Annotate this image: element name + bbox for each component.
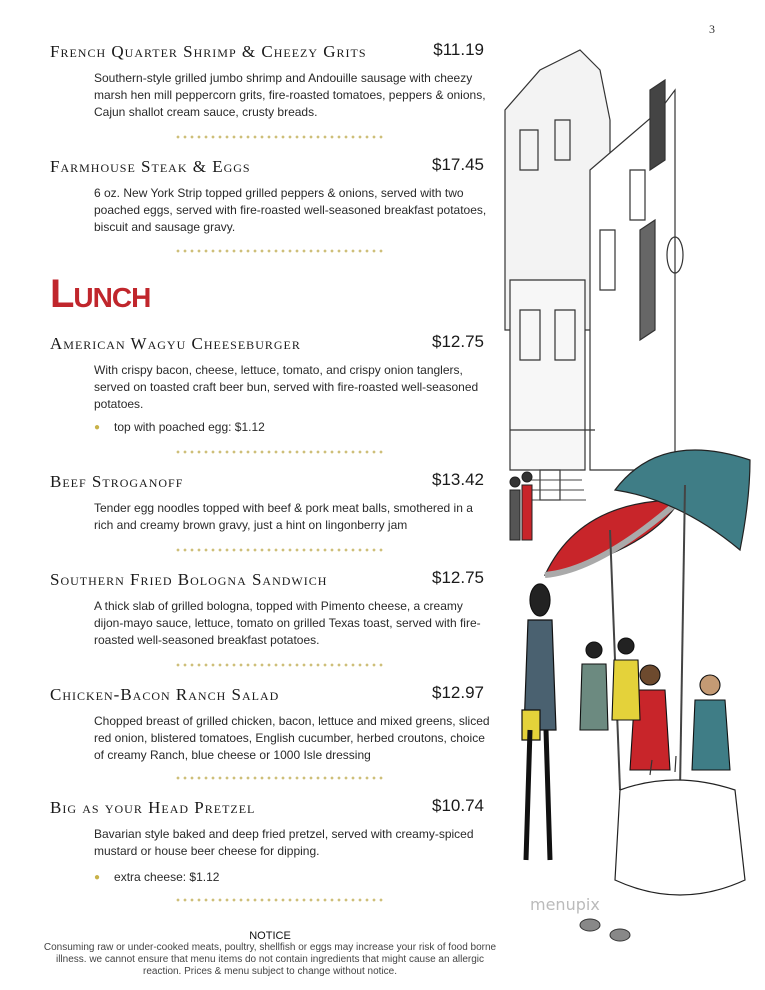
divider bbox=[175, 248, 385, 254]
bullet-icon: ● bbox=[94, 422, 101, 433]
item-name: Chicken-Bacon Ranch Salad bbox=[50, 685, 280, 704]
divider bbox=[175, 547, 385, 553]
street-cafe-illustration bbox=[500, 30, 760, 990]
item-name: American Wagyu Cheeseburger bbox=[50, 334, 301, 353]
item-name: Beef Stroganoff bbox=[50, 472, 184, 491]
stairs bbox=[530, 470, 586, 500]
notice-title: NOTICE bbox=[249, 930, 291, 942]
section-heading-lunch: Lunch bbox=[50, 272, 151, 316]
item-price: $10.74 bbox=[432, 796, 484, 815]
pedestrian-couple bbox=[510, 472, 532, 540]
notice-text: Consuming raw or under-cooked meats, poultry, shellfish or eggs may increase your risk of food borne illness. we cannot ensure that menu items do not contain ingredients that might cause an allergic reaction. Prices & menu subject to change without notice. bbox=[43, 942, 497, 977]
notice-block bbox=[40, 930, 500, 978]
item-description: 6 oz. New York Strip topped grilled peppers & onions, served with two poached eggs, served with fire-roasted well-seasoned breakfast potatoes, biscuit and sausage gravy. bbox=[94, 186, 487, 234]
item-description: Southern-style grilled jumbo shrimp and Andouille sausage with cheezy marsh hen mill peppercorn grits, fire-roasted tomatoes, peppers & onions, Cajun shallot cream sauce, crusty breads. bbox=[94, 71, 486, 119]
divider bbox=[175, 662, 385, 668]
divider bbox=[175, 775, 385, 781]
item-price: $12.97 bbox=[432, 683, 484, 702]
addon-label: top with poached egg: $1.12 bbox=[114, 420, 265, 434]
item-name: Farmhouse Steak & Eggs bbox=[50, 157, 251, 176]
addon-option bbox=[94, 420, 265, 434]
item-name: French Quarter Shrimp & Cheezy Grits bbox=[50, 42, 367, 61]
item-description: A thick slab of grilled bologna, topped with Pimento cheese, a creamy dijon-mayo sauce, lettuce, tomato on grilled Texas toast, served with fire-roasted well-seasoned breakfast potatoes. bbox=[94, 599, 481, 647]
item-description: Tender egg noodles topped with beef & pork meat balls, smothered in a rich and creamy brown gravy, just a hint on lingonberry jam bbox=[94, 501, 473, 532]
divider bbox=[175, 134, 385, 140]
item-price: $11.19 bbox=[433, 40, 484, 59]
divider bbox=[175, 897, 385, 903]
item-description: Bavarian style baked and deep fried pretzel, served with creamy-spiced mustard or house beer cheese for dipping. bbox=[94, 827, 474, 858]
watermark: menupix bbox=[530, 895, 600, 914]
addon-option bbox=[94, 870, 219, 884]
item-name: Southern Fried Bologna Sandwich bbox=[50, 570, 328, 589]
item-price: $12.75 bbox=[432, 332, 484, 351]
buildings bbox=[505, 50, 683, 500]
addon-label: extra cheese: $1.12 bbox=[114, 870, 220, 884]
item-price: $17.45 bbox=[432, 155, 484, 174]
item-price: $13.42 bbox=[432, 470, 484, 489]
item-description: Chopped breast of grilled chicken, bacon, lettuce and mixed greens, sliced red onion, blistered tomatoes, English cucumber, herbed croutons, choice of creamy Ranch, blue cheese or 1000 Isle dressing bbox=[94, 714, 490, 762]
item-name: Big as your Head Pretzel bbox=[50, 798, 256, 817]
divider bbox=[175, 449, 385, 455]
item-description: With crispy bacon, cheese, lettuce, tomato, and crispy onion tanglers, served on toasted craft beer bun, served with fire-roasted well-seasoned potatoes. bbox=[94, 363, 479, 411]
bullet-icon: ● bbox=[94, 872, 101, 883]
pigeons bbox=[580, 919, 630, 941]
item-price: $12.75 bbox=[432, 568, 484, 587]
standing-woman bbox=[522, 584, 556, 860]
seated-diners bbox=[580, 638, 730, 770]
page-number: 3 bbox=[709, 22, 715, 36]
